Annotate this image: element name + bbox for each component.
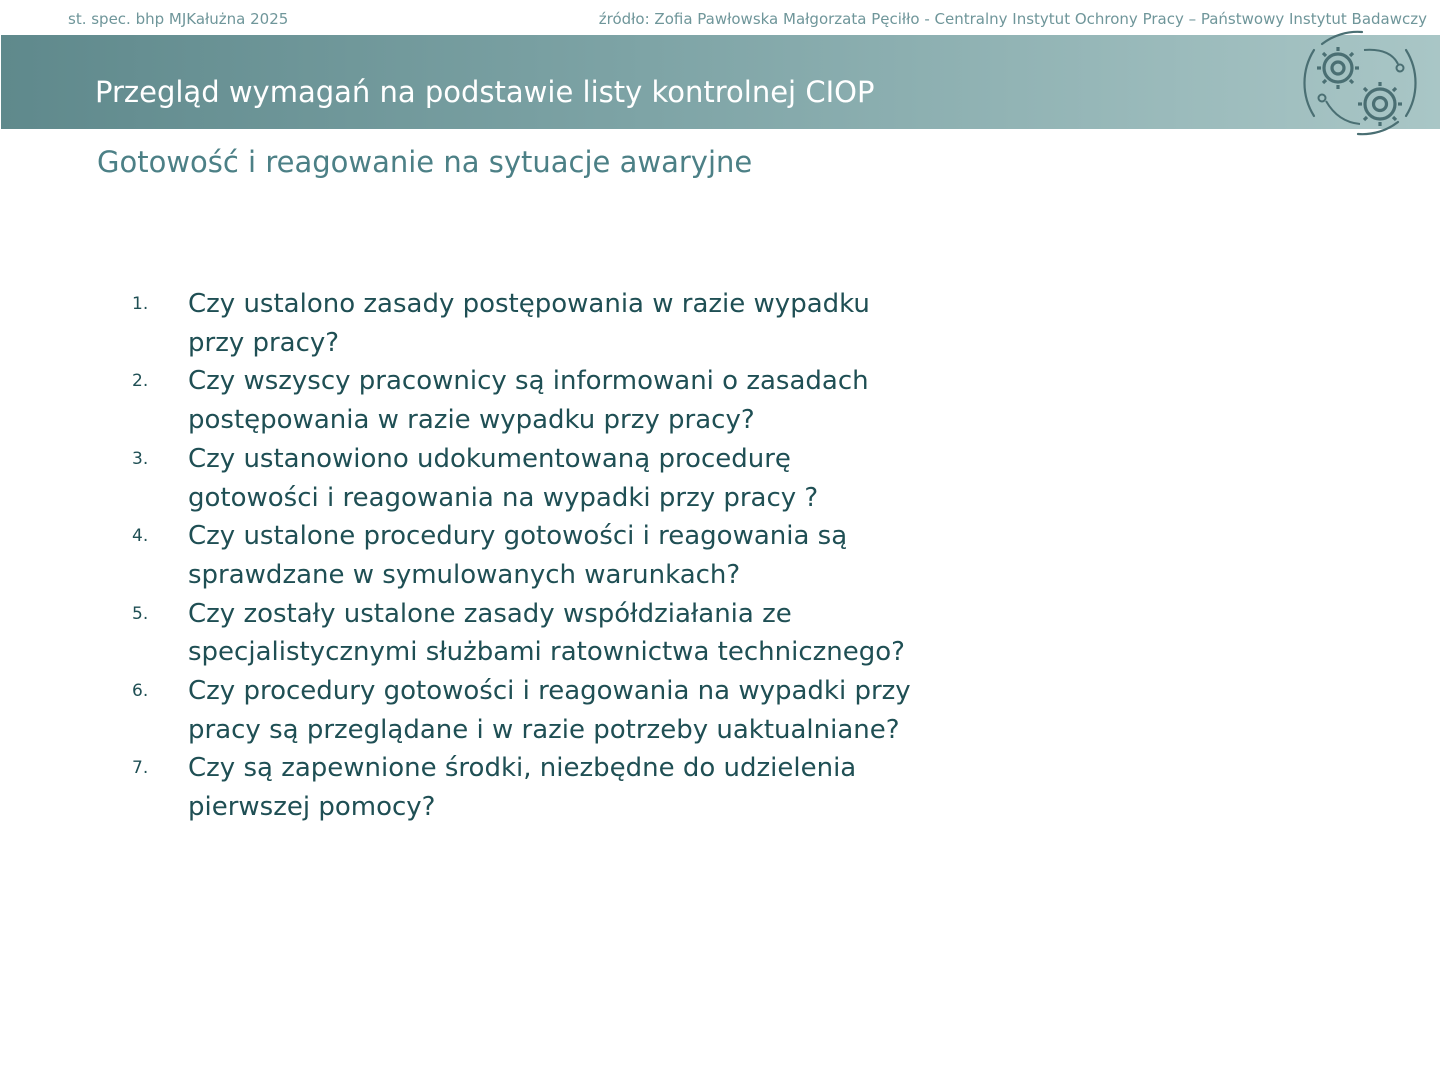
source-credit: źródło: Zofia Pawłowska Małgorzata Pęciłło - Centralny Instytut Ochrony Pracy – Państwowy Instytut Badawczy xyxy=(598,10,1427,28)
list-item xyxy=(132,362,992,439)
item-text-line: Czy ustalone procedury gotowości i reagowania są xyxy=(188,521,848,552)
item-text-line: Czy ustanowiono udokumentowaną procedurę xyxy=(188,443,791,474)
item-text-line: pierwszej pomocy? xyxy=(188,792,436,823)
requirements-checklist xyxy=(132,285,992,827)
list-item xyxy=(132,517,992,594)
section-subtitle: Gotowość i reagowanie na sytuacje awaryjne xyxy=(97,145,753,179)
item-text-line: Czy ustalono zasady postępowania w razie wypadku xyxy=(188,289,870,319)
item-text-line: gotowości i reagowania na wypadki przy pracy ? xyxy=(188,482,819,513)
item-number: 3. xyxy=(132,448,149,469)
author-credit: st. spec. bhp MJKałużna 2025 xyxy=(68,10,289,28)
item-number: 4. xyxy=(132,526,149,547)
item-number: 1. xyxy=(132,294,149,314)
item-text-line: sprawdzane w symulowanych warunkach? xyxy=(188,559,741,590)
item-text-line: Czy są zapewnione środki, niezbędne do udzielenia xyxy=(188,753,857,784)
item-number: 5. xyxy=(132,603,149,624)
item-text-line: postępowania w razie wypadku przy pracy? xyxy=(188,405,755,436)
list-item xyxy=(132,749,992,826)
item-text-line: przy pracy? xyxy=(188,327,340,358)
item-text-line: Czy procedury gotowości i reagowania na wypadki przy xyxy=(188,676,911,707)
slide-title: Przegląd wymagań na podstawie listy kontrolnej CIOP xyxy=(95,75,875,109)
list-item xyxy=(132,595,992,672)
item-text-line: pracy są przeglądane i w razie potrzeby uaktualniane? xyxy=(188,714,900,745)
item-text-line: Czy zostały ustalone zasady współdziałania ze xyxy=(188,598,792,629)
item-number: 2. xyxy=(132,371,149,392)
gears-icon xyxy=(1292,26,1428,140)
item-number: 6. xyxy=(132,681,149,702)
list-item xyxy=(132,440,992,517)
title-banner xyxy=(1,35,1440,129)
list-item xyxy=(132,285,992,362)
item-text-line: Czy wszyscy pracownicy są informowani o zasadach xyxy=(188,366,869,397)
list-item xyxy=(132,672,992,749)
item-text-line: specjalistycznymi służbami ratownictwa technicznego? xyxy=(188,637,905,668)
item-number: 7. xyxy=(132,758,149,779)
